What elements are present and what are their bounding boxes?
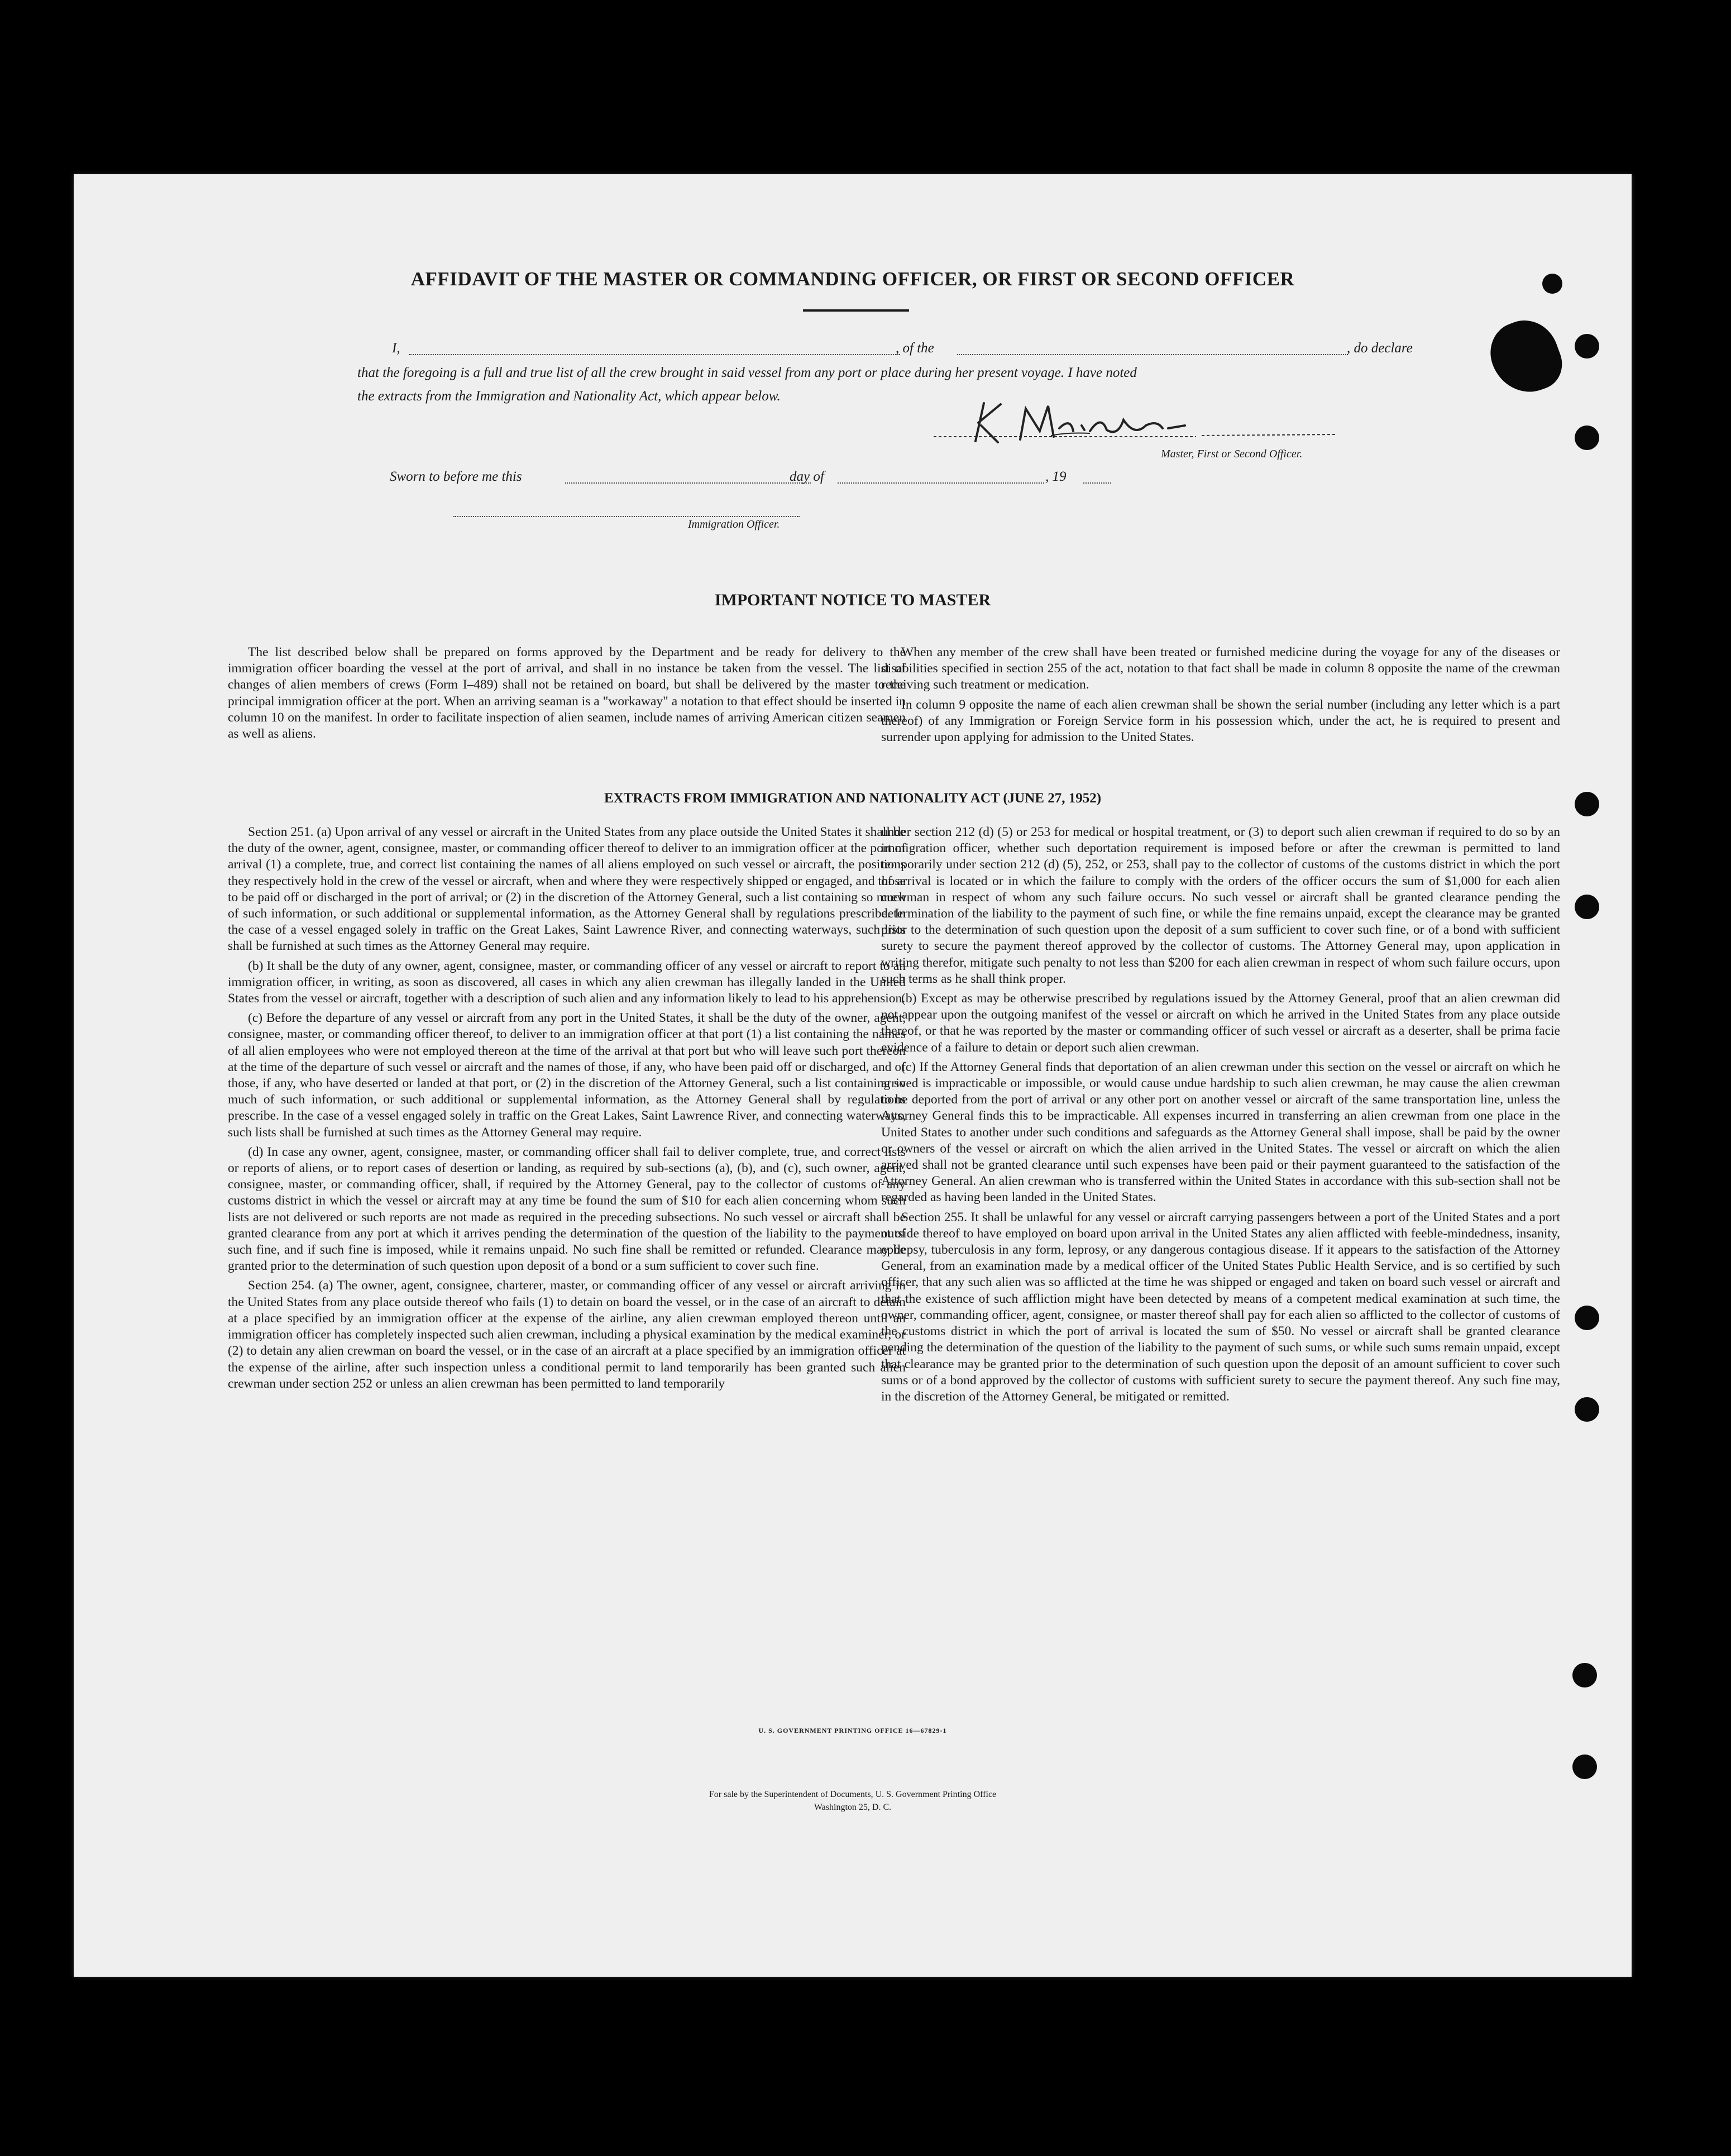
- section-251-d: (d) In case any owner, agent, consignee, master, or commanding officer shall fail to deliver complete, true, and correct lists or reports of aliens, or to report cases of desertion or landing, as required by sub-sections (a), (b), and (c), such owner, agent, consignee, master, or commanding officer, shall, if required by the Attorney General, pay to the collector of customs of any customs district in which the vessel or aircraft may at any time be found the sum of $10 for each alien concerning whom such lists are not delivered or such reports are not made as required in the preceding subsections. No such vessel or aircraft shall be granted clearance from any port at which it arrives pending the determination of the question of the liability to the payment of such fine, and if such fine is imposed, while it remains unpaid. No such fine shall be remitted or refunded. Clearance may be granted prior to the determination of such question upon deposit of a bond or a sum sufficient to cover such fine.: [228, 1144, 906, 1274]
- punch-hole: [1575, 1306, 1599, 1330]
- section-254-a-continued: under section 212 (d) (5) or 253 for medical or hospital treatment, or (3) to deport such alien crewman if required to do so by an immigration officer, whether such deportation requirement is imposed before or after the crewman is permitted to land temporarily under section 212 (d) (5), 252, or 253, shall pay to the collector of customs of the customs district in which the port of arrival is located or in which the failure to comply with the orders of the officer occurs the sum of $1,000 for each alien crewman in respect of whom any such failure occurs. No such vessel or aircraft shall be granted clearance pending the determination of the liability to the payment of such fine, or while the fine remains unpaid, except the clearance may be granted prior to the determination of such question upon the deposit of a sum sufficient to cover such fine, or of a bond with sufficient surety to secure the payment thereof approved by the collector of customs. The Attorney General may, upon application in writing therefor, mitigate such penalty to not less than $200 for each alien crewman in respect of whom such failure occurs, upon such terms as he shall think proper.: [881, 825, 1560, 986]
- extracts-right-column: [881, 824, 1560, 1408]
- signature-caption: Master, First or Second Officer.: [1161, 448, 1303, 460]
- section-251-c: (c) Before the departure of any vessel or aircraft from any port in the United States, it shall be the duty of the owner, agent, consignee, master, or commanding officer thereof, to deliver to an immigration officer at that port (1) a list containing the names of all alien employees who were not employed thereon at the time of the arrival at that port but who will leave such port thereon at the time of the departure of such vessel or aircraft and the names of those, if any, who have been paid off or discharged, and of those, if any, who have deserted or landed at that port, or (2) in the discretion of the Attorney General, such a list containing so much of such information, or such additional or supplemental information, as the Attorney General shall by regulations prescribe. In the case of a vessel engaged solely in traffic on the Great Lakes, Saint Lawrence River, and connecting waterways, such lists shall be furnished at such times as the Attorney General may require.: [228, 1011, 906, 1140]
- notice-left-paragraph: The list described below shall be prepared on forms approved by the Department and be ready for delivery to the immigration officer boarding the vessel at the port of arrival, and shall in no instance be taken from the vessel. The list of changes of alien members of crews (Form I–489) shall not be retained on board, but shall be delivered by the master to the principal immigration officer at the port. When an arriving seaman is a "workaway" a notation to that effect should be inserted in column 10 on the manifest. In order to facilitate inspection of alien seamen, include names of arriving American citizen seamen as well as aliens.: [228, 645, 906, 742]
- punch-hole: [1575, 1397, 1599, 1422]
- day-of-label: day of: [790, 469, 824, 484]
- decl-i: I,: [392, 341, 400, 356]
- punch-hole: [1575, 426, 1599, 450]
- decl-do-declare: , do declare: [1347, 341, 1413, 356]
- punch-hole: [1572, 1663, 1597, 1687]
- punch-hole: [1542, 274, 1562, 294]
- sworn-label: Sworn to before me this: [390, 469, 522, 484]
- form-page: [74, 174, 1632, 1977]
- section-251-a: Section 251. (a) Upon arrival of any vessel or aircraft in the United States from any place outside the United States it shall be the duty of the owner, agent, consignee, master, or commanding officer thereof to deliver to an immigration officer at the port of arrival (1) a complete, true, and correct list containing the names of all aliens employed on such vessel or aircraft, the positions they respectively hold in the crew of the vessel or aircraft, when and where they were respectively shipped or engaged, and those to be paid off or discharged in the port of arrival; or (2) in the discretion of the Attorney General, such a list containing so much of such information, or such additional or supplemental information, as the Attorney General shall by regulations prescribe. In the case of a vessel engaged solely in traffic on the Great Lakes, Saint Lawrence River, and connecting waterways, such lists shall be furnished at such times as the Attorney General may require.: [228, 825, 906, 954]
- punch-hole: [1575, 334, 1599, 358]
- officer-sign-line: [453, 516, 800, 517]
- immigration-officer-caption: Immigration Officer.: [688, 518, 780, 530]
- sale-line-2: Washington 25, D. C.: [814, 1803, 892, 1812]
- decl-line-2: that the foregoing is a full and true list of all the crew brought in said vessel from any port or place during her present voyage. I have noted: [357, 365, 1137, 380]
- section-255: Section 255. It shall be unlawful for any vessel or aircraft carrying passengers between a port of the United States and a port outside thereof to have employed on board upon arrival in the United States any alien afflicted with feeble-mindedness, insanity, epilepsy, tuberculosis in any form, leprosy, or any dangerous contagious disease. If it appears to the satisfaction of the Attorney General, from an examination made by a medical officer of the United States Public Health Service, and is so certified by such officer, that any such alien was so afflicted at the time he was shipped or engaged and taken on board such vessel or aircraft and that the existence of such affliction might have been detected by means of a competent medical examination at such time, the owner, commanding officer, agent, consignee, or master thereof shall pay for each alien so afflicted to the collector of customs of the customs district in which the port of arrival is located the sum of $50. No vessel or aircraft shall be granted clearance pending the determination of the question of the liability to the payment of such sums, or while such sums remain unpaid, except that clearance may be granted prior to the determination of such question upon the deposit of an amount sufficient to cover such sums or of a bond approved by the collector of customs with sufficient surety to secure the payment thereof. Any such fine may, in the discretion of the Attorney General, be mitigated or remitted.: [881, 1210, 1560, 1404]
- notice-right-column: [881, 644, 1560, 749]
- decl-of-the: , of the: [896, 341, 934, 356]
- sworn-day-blank: [565, 482, 811, 484]
- printer-line: U. S. GOVERNMENT PRINTING OFFICE 16—67829-1: [758, 1727, 947, 1734]
- year-label: , 19: [1045, 469, 1067, 484]
- year-blank: [1083, 482, 1111, 484]
- name-blank-line: [409, 354, 900, 355]
- section-254-b: (b) Except as may be otherwise prescribed by regulations issued by the Attorney General, proof that an alien crewman did not appear upon the outgoing manifest of the vessel or aircraft on which he arrived in the United States from any place outside thereof, or that he was reported by the master or commanding officer of such vessel or aircraft as a deserter, shall be prima facie evidence of a failure to detain or deport such alien crewman.: [881, 991, 1560, 1055]
- sale-line-1: For sale by the Superintendent of Documents, U. S. Government Printing Office: [709, 1790, 997, 1799]
- punch-hole: [1575, 792, 1599, 816]
- notice-right-paragraph-1: When any member of the crew shall have been treated or furnished medicine during the voyage for any of the diseases or disabilities specified in section 255 of the act, notation to that fact shall be made in column 8 opposite the name of the crewman receiving such treatment or medication.: [881, 645, 1560, 692]
- section-254-c: (c) If the Attorney General finds that deportation of an alien crewman under this section on the vessel or aircraft on which he arrived is impracticable or impossible, or would cause undue hardship to such alien crewman, he may cause the alien crewman to be deported from the port of arrival or any other port on another vessel or aircraft of the same transportation line, unless the Attorney General finds this to be impracticable. All expenses incurred in transferring an alien crewman from one place in the United States to another under such conditions and safeguards as the Attorney General shall impose, shall be paid by the owner or owners of the vessel or aircraft on which the alien arrived in the United States. The vessel or aircraft on which the alien arrived shall not be granted clearance until such expenses have been paid or their payment guaranteed to the satisfaction of the Attorney General. An alien crewman who is transferred within the United States in accordance with this sub-section shall not be regarded as having been landed in the United States.: [881, 1059, 1560, 1205]
- handwritten-signature: [922, 398, 1347, 448]
- punch-hole: [1572, 1755, 1597, 1779]
- notice-title: IMPORTANT NOTICE TO MASTER: [714, 591, 991, 609]
- extracts-title: EXTRACTS FROM IMMIGRATION AND NATIONALITY ACT (JUNE 27, 1952): [604, 791, 1102, 806]
- section-254-a: Section 254. (a) The owner, agent, consignee, charterer, master, or commanding officer of any vessel or aircraft arriving in the United States from any place outside thereof who fails (1) to detain on board the vessel, or in the case of an aircraft to detain at a place specified by an immigration officer at the expense of the airline, any alien crewman employed thereon until an immigration officer has completely inspected such alien crewman, including a physical examination by the medical examiner, or (2) to detain any alien crewman on board the vessel, or in the case of an aircraft at a place specified by an immigration officer at the expense of the airline, after such inspection unless a conditional permit to land temporarily has been granted such alien crewman under section 252 or unless an alien crewman has been permitted to land temporarily: [228, 1278, 906, 1391]
- affidavit-title: AFFIDAVIT OF THE MASTER OR COMMANDING OFFICER, OR FIRST OR SECOND OFFICER: [410, 268, 1295, 290]
- vessel-blank-line: [957, 354, 1348, 355]
- month-blank: [838, 482, 1044, 484]
- title-underline: [803, 309, 909, 312]
- extracts-left-column: [228, 824, 906, 1395]
- notice-right-paragraph-2: In column 9 opposite the name of each alien crewman shall be shown the serial number (including any letter which is a part thereof) of any Immigration or Foreign Service form in his possession which, under the act, he is required to present and surrender upon applying for admission to the United States.: [881, 697, 1560, 745]
- section-251-b: (b) It shall be the duty of any owner, agent, consignee, master, or commanding officer of any vessel or aircraft to report to an immigration officer, in writing, as soon as discovered, all cases in which any alien crewman has illegally landed in the United States from the vessel or aircraft, together with a description of such alien and any information likely to lead to his apprehension.: [228, 958, 906, 1006]
- notice-left-column: [228, 644, 906, 745]
- decl-line-3: the extracts from the Immigration and Nationality Act, which appear below.: [357, 389, 781, 404]
- punch-hole: [1575, 895, 1599, 919]
